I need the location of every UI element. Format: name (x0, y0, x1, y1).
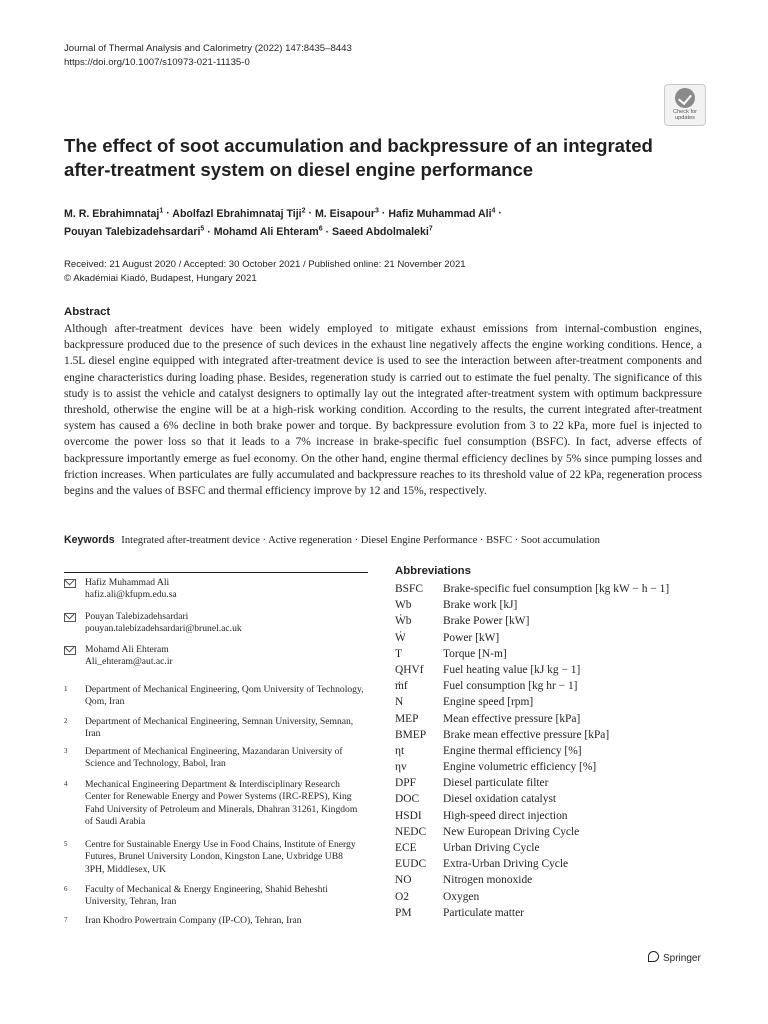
abbreviations-list (395, 581, 715, 921)
abstract-text: Although after-treatment devices have been widely employed to mitigate exhaust emissions from internal-combustion engines, backpressure produced due to the presence of such devices in the exhaust line negatively affects the engine working conditions. Hence, a 1.5L diesel engine equipped with integrated after-treatment device is used to see the interaction between after-treatment components and engine characteristics during loading phase. Besides, regeneration study is carried out to estimate the fuel penalty. The significance of this study is to assist the vehicle and catalyst designers to optimally lay out the integrated after-treatment system with optimum backpressure threshold, otherwise the engine will be at a high-risk working condition. According to the results, the current integrated after-treatment system has caused a 6% decline in both brake power and torque. By backpressure evolution from 3 to 22 kPa, more fuel is injected to overcome the power loss so that it leads to a 7% increase in brake-specific fuel consumption (BSFC). In fact, adverse effects of backpressure importantly emerge as fuel economy. On the other hand, engine thermal efficiency declines by 5% since pumping losses and friction increases. When particulates are fully accumulated and backpressure reaches to its threshold value of 22 kPa, regeneration process begins and the values of BSFC and thermal efficiency improve by 12 and 15%, respectively. (64, 323, 702, 498)
abbreviation-row: EUDC Extra-Urban Driving Cycle (395, 858, 569, 871)
affiliation-text: Centre for Sustainable Energy Use in Food Chains, Institute of Energy Futures, Brunel University London, Kingston Lane, Uxbridge UB8 3PH, Middlesex, UK (85, 839, 356, 875)
author[interactable]: M. R. Ebrahimnataj$^1$ (64, 207, 164, 220)
springer-horse-icon (648, 951, 659, 962)
abbreviation-row: ηt Engine thermal efficiency [%] (395, 744, 582, 757)
abstract-heading: Abstract (64, 306, 111, 318)
abbreviations-heading: Abbreviations (395, 565, 471, 577)
affiliation (64, 684, 364, 709)
author-list: M. R. Ebrahimnataj$^1$ · Abolfazl Ebrahimnataj Tiji$^2$ · M. Eisapour$^3$ · Hafiz Muhammad Ali$^4$ · Pouyan Talebizadehsardari$^5$ · Mohamd Ali Ehteram$^6$ · Saeed Abdolmaleki$^7$ (64, 207, 502, 239)
author[interactable]: Saeed Abdolmaleki$^7$ (332, 225, 433, 239)
affiliation-text: Department of Mechanical Engineering, Mazandaran University of Science and Technology, Babol, Iran (85, 746, 343, 770)
abbreviation-row: BSFC Brake-specific fuel consumption [kg kW − h − 1] (395, 583, 670, 595)
copyright-line: © Akadémiai Kiadó, Budapest, Hungary 2021 (64, 273, 257, 284)
abbreviation-row: DOC Diesel oxidation catalyst (395, 793, 557, 806)
journal-citation: Journal of Thermal Analysis and Calorimetry (2022) 147:8435–8443 (64, 43, 352, 54)
affiliation-number: 7 (64, 916, 68, 924)
correspondent (64, 577, 364, 602)
envelope-icon (64, 646, 76, 655)
abbreviation-row: N Engine speed [rpm] (395, 696, 534, 709)
affiliation (64, 915, 364, 927)
author[interactable]: M. Eisapour$^3$ (314, 207, 379, 220)
affiliation-text: Iran Khodro Powertrain Company (IP-CO), Tehran, Iran (85, 915, 302, 926)
article-title (64, 134, 654, 182)
abbreviation-row: HSDI High-speed direct injection (395, 809, 568, 822)
title-line: after-treatment system on diesel engine performance (64, 159, 534, 180)
abbreviation-row: PM Particulate matter (395, 906, 524, 919)
abbreviation-row: NEDC New European Driving Cycle (395, 825, 580, 838)
affiliation-number: 3 (64, 747, 68, 755)
publisher-logo (648, 951, 701, 966)
crossmark-label-1: Check for (673, 109, 697, 115)
abbreviation-row: BMEP Brake mean effective pressure [kPa] (395, 728, 610, 741)
abbreviation-row: Wb Brake work [kJ] (395, 599, 518, 612)
abbreviation-row: Ẇb Brake Power [kW] (395, 615, 530, 628)
affiliation-number: 1 (64, 685, 68, 693)
crossmark-label-2: updates (675, 115, 695, 122)
affiliation-number: 4 (64, 780, 68, 788)
check-for-updates-button[interactable] (664, 84, 706, 126)
keywords-list: Integrated after-treatment device · Active regeneration · Diesel Engine Performance · BSFC · Soot accumulation (121, 535, 600, 546)
correspondent-name: Hafiz Muhammad Ali (85, 577, 170, 588)
correspondent-name: Pouyan Talebizadehsardari (85, 611, 189, 622)
affiliation (64, 839, 364, 876)
correspondent-email[interactable]: Ali_ehteram@aut.ac.ir (85, 656, 173, 668)
abbreviation-row: MEP Mean effective pressure [kPa] (395, 712, 581, 725)
abbreviation-row: ηv Engine volumetric efficiency [%] (395, 761, 597, 774)
publisher-name: Springer (663, 953, 701, 964)
abbreviation-row: DPF Diesel particulate filter (395, 777, 549, 790)
affiliation-text: Faculty of Mechanical & Energy Engineering, Shahid Beheshti University, Tehran, Iran (85, 884, 328, 908)
affiliation-text: Department of Mechanical Engineering, Semnan University, Semnan, Iran (85, 716, 354, 740)
abbreviation-row: O2 Oxygen (395, 890, 480, 903)
correspondent (64, 611, 364, 636)
affiliation-number: 5 (64, 840, 68, 848)
affiliation-number: 6 (64, 885, 68, 893)
affiliation (64, 746, 364, 771)
author[interactable]: Hafiz Muhammad Ali$^4$ (388, 207, 496, 220)
footnote-divider (64, 572, 368, 573)
abbreviation-row: ṁf Fuel consumption [kg hr − 1] (395, 680, 578, 693)
author[interactable]: Abolfazl Ebrahimnataj Tiji$^2$ (172, 207, 306, 220)
affiliation-text: Department of Mechanical Engineering, Qom University of Technology, Qom, Iran (85, 684, 364, 708)
keywords-label: Keywords (64, 534, 115, 546)
abbreviation-row: QHVf Fuel heating value [kJ kg − 1] (395, 663, 581, 676)
affiliation (64, 779, 364, 829)
envelope-icon (64, 579, 76, 588)
abbreviation-row: T Torque [N-m] (395, 647, 507, 660)
correspondent (64, 644, 364, 669)
abbreviation-row: ECE Urban Driving Cycle (395, 842, 540, 854)
abbreviation-row: Ẇ Power [kW] (395, 631, 500, 644)
affiliation-text: Mechanical Engineering Department & Interdisciplinary Research Center for Renewable Energy and Power Systems (IRC-REPS), King Fahd University of Petroleum and Minerals, Dhahran 31261, Kingdom of Saudi Arabia (85, 779, 358, 828)
keywords (64, 533, 704, 548)
abbreviation-row: NO Nitrogen monoxide (395, 874, 533, 887)
journal-header (64, 42, 352, 70)
affiliation (64, 884, 364, 909)
publication-dates (64, 258, 466, 286)
correspondent-email[interactable]: pouyan.talebizadehsardari@brunel.ac.uk (85, 623, 242, 635)
crossmark-icon (675, 88, 695, 108)
author[interactable]: Pouyan Talebizadehsardari$^5$ (64, 225, 205, 239)
title-line: The effect of soot accumulation and backpressure of an integrated (64, 135, 653, 156)
author[interactable]: Mohamd Ali Ehteram$^6$ (213, 225, 323, 239)
affiliation-number: 2 (64, 717, 68, 725)
doi-link[interactable]: https://doi.org/10.1007/s10973-021-11135-0 (64, 57, 250, 68)
correspondent-email[interactable]: hafiz.ali@kfupm.edu.sa (85, 589, 177, 601)
dates-line: Received: 21 August 2020 / Accepted: 30 October 2021 / Published online: 21 November 2021 (64, 259, 466, 270)
correspondent-name: Mohamd Ali Ehteram (85, 644, 169, 655)
affiliation (64, 716, 364, 741)
envelope-icon (64, 613, 76, 622)
